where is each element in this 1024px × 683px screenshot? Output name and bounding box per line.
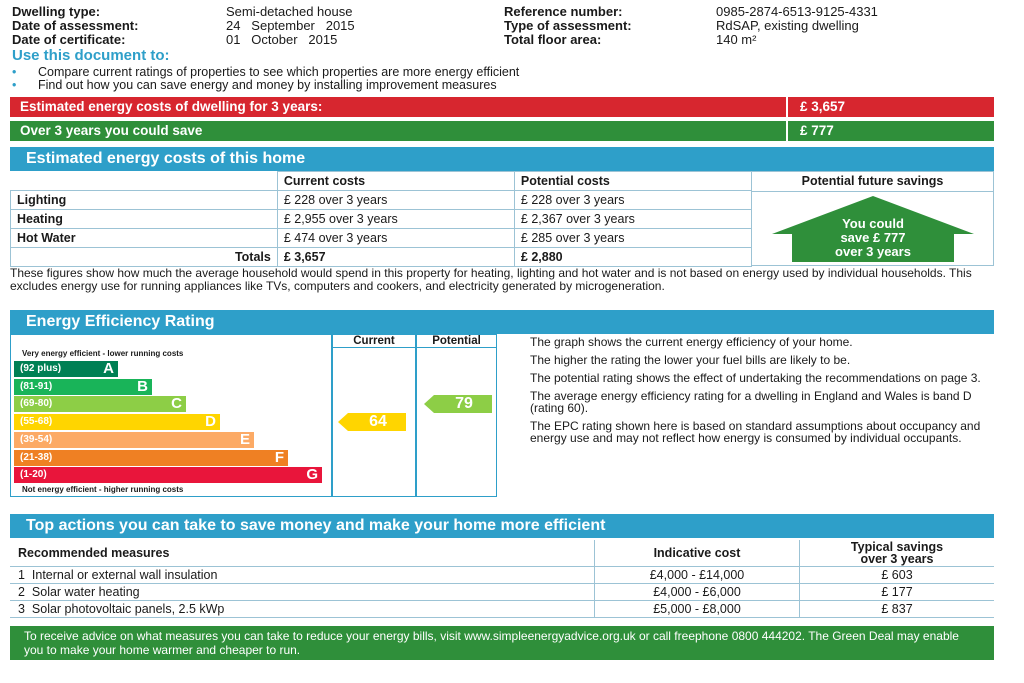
reference-value: 0985-2874-6513-9125-4331 xyxy=(716,4,878,19)
floor-area-label: Total floor area: xyxy=(504,32,602,47)
estimated-costs-bar xyxy=(10,97,994,117)
cost-row-name: Hot Water xyxy=(11,229,278,248)
measure-saving: £ 603 xyxy=(800,567,995,584)
band-range: (69-80) xyxy=(20,398,53,410)
band-range: (39-54) xyxy=(20,433,53,445)
bullet-icon: • xyxy=(12,65,17,79)
table-row xyxy=(11,229,752,248)
table-row xyxy=(11,210,752,229)
measures-table xyxy=(10,540,994,618)
band-letter: G xyxy=(306,466,318,484)
band-range: (81-91) xyxy=(20,380,53,392)
estimated-costs-label: Estimated energy costs of dwelling for 3 years: xyxy=(20,99,323,114)
savings-house-text xyxy=(752,217,994,259)
measure-label: Solar photovoltaic panels, 2.5 kWp xyxy=(31,602,225,616)
savings-line-3: over 3 years xyxy=(835,244,911,259)
chart-divider xyxy=(415,335,417,496)
costs-table xyxy=(10,171,752,267)
band-letter: C xyxy=(171,395,182,413)
measure-cost: £4,000 - £14,000 xyxy=(595,567,800,584)
rating-band-f xyxy=(14,450,288,466)
potential-rating-value: 79 xyxy=(455,395,473,413)
rating-note: The EPC rating shown here is based on standard assumptions about occupancy and energy use and may not reflect how energy is consumed by individual occupants. xyxy=(530,419,981,445)
table-row xyxy=(10,584,994,601)
estimated-costs-value: £ 3,657 xyxy=(786,97,994,117)
assessment-type-value: RdSAP, existing dwelling xyxy=(716,18,859,33)
date-certificate-value: 01 October 2015 xyxy=(226,32,338,47)
rating-band-e xyxy=(14,432,254,448)
totals-row xyxy=(11,248,752,267)
measure-cost: £5,000 - £8,000 xyxy=(595,601,800,618)
measure-name xyxy=(10,584,595,601)
band-letter: B xyxy=(137,377,148,395)
cost-row-current: £ 228 over 3 years xyxy=(277,191,514,210)
dwelling-type-value: Semi-detached house xyxy=(226,4,353,19)
assessment-type-label: Type of assessment: xyxy=(504,18,632,33)
band-letter: A xyxy=(103,360,114,377)
rating-band-b xyxy=(14,379,152,395)
could-save-value: £ 777 xyxy=(786,121,994,141)
current-rating-value: 64 xyxy=(369,413,387,431)
band-letter: F xyxy=(274,448,284,466)
use-bullet-2: Find out how you can save energy and money by installing improvement measures xyxy=(38,78,497,92)
costs-header-current: Current costs xyxy=(277,172,514,191)
measures-header-row xyxy=(10,540,994,567)
measure-label: Internal or external wall insulation xyxy=(31,568,218,582)
measure-saving: £ 177 xyxy=(800,584,995,601)
totals-label: Totals xyxy=(11,248,278,267)
savings-header-line-2: over 3 years xyxy=(860,552,934,566)
table-row xyxy=(11,191,752,210)
savings-line-2: save £ 777 xyxy=(840,230,906,245)
totals-potential: £ 2,880 xyxy=(514,248,751,267)
reference-label: Reference number: xyxy=(504,4,623,19)
cost-row-current: £ 474 over 3 years xyxy=(277,229,514,248)
costs-header-blank xyxy=(11,172,278,191)
rating-bottom-caption: Not energy efficient - higher running costs xyxy=(22,485,184,494)
costs-section-title: Estimated energy costs of this home xyxy=(10,147,994,171)
date-assessment-value: 24 September 2015 xyxy=(226,18,355,33)
could-save-label: Over 3 years you could save xyxy=(20,123,203,138)
band-range: (92 plus) xyxy=(20,363,62,374)
rating-col-current: Current xyxy=(353,335,395,347)
measure-name xyxy=(10,567,595,584)
cost-row-potential: £ 228 over 3 years xyxy=(514,191,751,210)
measure-name xyxy=(10,601,595,618)
cost-row-potential: £ 2,367 over 3 years xyxy=(514,210,751,229)
savings-line-1: You could xyxy=(842,216,904,231)
cost-row-potential: £ 285 over 3 years xyxy=(514,229,751,248)
rating-col-potential: Potential xyxy=(432,335,481,347)
band-range: (21-38) xyxy=(20,451,53,463)
measure-number: 3 xyxy=(18,602,25,616)
band-range: (1-20) xyxy=(20,469,47,481)
rating-note: The graph shows the current energy efficiency of your home. xyxy=(530,335,853,349)
use-document-title: Use this document to: xyxy=(12,47,170,64)
measure-saving: £ 837 xyxy=(800,601,995,618)
savings-header-line-1: Typical savings xyxy=(850,540,944,554)
bullet-icon: • xyxy=(12,78,17,92)
rating-note: The higher the rating the lower your fuel bills are likely to be. xyxy=(530,353,851,367)
measures-header-cost: Indicative cost xyxy=(595,540,800,567)
measure-number: 1 xyxy=(18,568,25,582)
band-letter: D xyxy=(205,413,216,431)
rating-band-g xyxy=(14,467,322,483)
rating-band-c xyxy=(14,396,186,412)
rating-section-title: Energy Efficiency Rating xyxy=(10,310,994,334)
table-row xyxy=(10,601,994,618)
table-row xyxy=(10,567,994,584)
totals-current: £ 3,657 xyxy=(277,248,514,267)
costs-header-potential: Potential costs xyxy=(514,172,751,191)
rating-band-a xyxy=(14,361,118,377)
rating-note: The potential rating shows the effect of undertaking the recommendations on page 3. xyxy=(530,371,981,385)
measure-label: Solar water heating xyxy=(31,585,140,599)
date-certificate-label: Date of certificate: xyxy=(12,32,126,47)
measure-cost: £4,000 - £6,000 xyxy=(595,584,800,601)
rating-note: The average energy efficiency rating for a dwelling in England and Wales is band D (rating 60). xyxy=(530,389,972,415)
date-assessment-label: Date of assessment: xyxy=(12,18,139,33)
could-save-bar xyxy=(10,121,994,141)
measure-number: 2 xyxy=(18,585,25,599)
rating-top-caption: Very energy efficient - lower running costs xyxy=(22,349,184,358)
costs-note: These figures show how much the average household would spend in this property for heating, lighting and hot water and is not based on energy used by individual households. This excludes energy use for running appliances like TVs, computers and cookers, and electricity generated by microgeneration. xyxy=(10,266,972,293)
use-bullet-1: Compare current ratings of properties to see which properties are more energy efficient xyxy=(38,65,520,79)
band-range: (55-68) xyxy=(20,416,53,428)
future-savings-panel xyxy=(752,171,994,266)
footer-banner: To receive advice on what measures you can take to reduce your energy bills, visit www.simpleenergyadvice.org.uk or call freephone 0800 444202. The Green Deal may enable you to make your home warmer and cheaper to run. xyxy=(10,626,994,660)
cost-row-name: Lighting xyxy=(11,191,278,210)
measures-header-savings xyxy=(800,540,995,567)
cost-row-name: Heating xyxy=(11,210,278,229)
chart-divider xyxy=(331,335,333,496)
costs-header-row xyxy=(11,172,752,191)
floor-area-value: 140 m² xyxy=(716,32,757,47)
actions-section-title: Top actions you can take to save money and make your home more efficient xyxy=(10,514,994,538)
future-savings-header: Potential future savings xyxy=(752,172,993,192)
rating-band-d xyxy=(14,414,220,430)
dwelling-type-label: Dwelling type: xyxy=(12,4,101,19)
chart-header-rule xyxy=(331,347,496,348)
cost-row-current: £ 2,955 over 3 years xyxy=(277,210,514,229)
measures-header-name: Recommended measures xyxy=(10,540,595,567)
band-letter: E xyxy=(239,430,250,448)
rating-notes xyxy=(530,336,985,444)
